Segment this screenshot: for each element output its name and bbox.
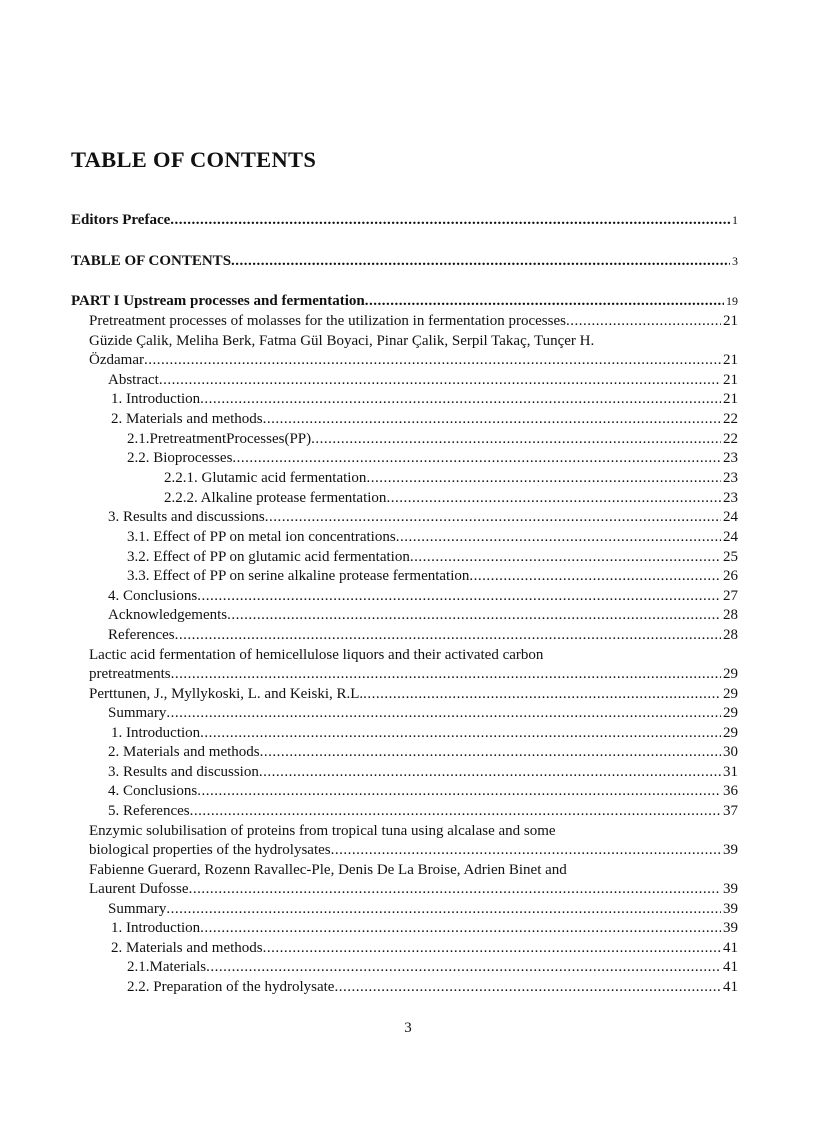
- toc-entry-page: 24: [723, 529, 738, 545]
- toc-entry-text: 2. Materials and methods: [108, 744, 260, 760]
- toc-entry[interactable]: [127, 430, 738, 449]
- toc-entry-text: Özdamar: [89, 352, 144, 368]
- toc-entry-chapter-3-authors[interactable]: [89, 880, 738, 899]
- toc-entry-page: 39: [723, 881, 738, 897]
- toc-entry-text: 2.1.Materials: [127, 959, 207, 975]
- toc-entry-page: 37: [723, 803, 738, 819]
- toc-entry-text: 4. Conclusions: [108, 588, 198, 604]
- toc-entry-page: 29: [723, 705, 738, 721]
- toc-entry[interactable]: [164, 469, 738, 488]
- toc-entry-text: 2. Materials and methods: [111, 411, 263, 427]
- toc-entry[interactable]: [108, 782, 738, 801]
- toc-entry[interactable]: [111, 390, 738, 409]
- toc-entry-text: 2.2.2. Alkaline protease fermentation: [164, 490, 387, 506]
- chapter-2-title: Lactic acid fermentation of hemicellulose liquors and their activated carbon: [89, 647, 544, 663]
- toc-entry-page: 22: [723, 411, 738, 427]
- toc-entry-page: 1: [732, 213, 738, 227]
- toc-entry[interactable]: [108, 626, 738, 645]
- toc-entry-page: 21: [723, 372, 738, 388]
- toc-entry[interactable]: [108, 587, 738, 606]
- toc-entry-chapter-1[interactable]: [89, 312, 738, 331]
- toc-entry[interactable]: [108, 802, 738, 821]
- toc-entry-text: 3.2. Effect of PP on glutamic acid fermentation: [127, 549, 410, 565]
- toc-entry-text: Perttunen, J., Myllykoski, L. and Keiski, R.L.: [89, 686, 364, 702]
- toc-entry-page: 23: [723, 450, 738, 466]
- toc-entry[interactable]: [127, 978, 738, 997]
- toc-entry[interactable]: [108, 606, 738, 625]
- toc-entry-page: 30: [723, 744, 738, 760]
- toc-entry-page: 39: [723, 842, 738, 858]
- toc-entry-chapter-1-authors[interactable]: [89, 351, 738, 370]
- toc-entry[interactable]: [108, 371, 738, 390]
- toc-entry-table-of-contents[interactable]: [71, 252, 738, 271]
- toc-entry-page: 29: [723, 686, 738, 702]
- toc-entry-text: Acknowledgements: [108, 607, 228, 623]
- toc-entry[interactable]: [111, 410, 738, 429]
- page-number: 3: [404, 1020, 412, 1036]
- toc-entry-text: 1. Introduction: [111, 920, 201, 936]
- toc-entry[interactable]: [127, 958, 738, 977]
- toc-entry-page: 31: [723, 764, 738, 780]
- toc-entry-text: Laurent Dufosse: [89, 881, 189, 897]
- toc-entry-text: 2.1.PretreatmentProcesses(PP): [127, 431, 312, 447]
- toc-entry-page: 21: [723, 352, 738, 368]
- toc-entry-text: 2.2. Bioprocesses: [127, 450, 233, 466]
- toc-entry-text: Pretreatment processes of molasses for the utilization in fermentation processes: [89, 313, 566, 329]
- toc-entry-chapter-2[interactable]: [89, 665, 738, 684]
- toc-entry-page: 19: [726, 294, 738, 308]
- toc-entry-text: 1. Introduction: [111, 391, 201, 407]
- toc-entry-page: 39: [723, 920, 738, 936]
- toc-entry[interactable]: [127, 548, 738, 567]
- toc-entry-text: 1. Introduction: [111, 725, 201, 741]
- toc-entry[interactable]: [111, 939, 738, 958]
- toc-entry[interactable]: [111, 919, 738, 938]
- toc-entry-text: 2.2.1. Glutamic acid fermentation: [164, 470, 367, 486]
- toc-entry[interactable]: [127, 528, 738, 547]
- page-title: TABLE OF CONTENTS: [71, 147, 317, 172]
- toc-entry-page: 27: [723, 588, 738, 604]
- toc-entry-page: 23: [723, 470, 738, 486]
- toc-entry-text: References: [108, 627, 175, 643]
- toc-entry[interactable]: [108, 743, 738, 762]
- toc-entry-text: 5. References: [108, 803, 190, 819]
- toc-entry-page: 21: [723, 313, 738, 329]
- toc-entry-text: Summary: [108, 901, 167, 917]
- toc-entry-page: 29: [723, 666, 738, 682]
- toc-entry-page: 36: [723, 783, 738, 799]
- toc-entry-editors-preface[interactable]: [71, 211, 738, 230]
- chapter-3-authors: Fabienne Guerard, Rozenn Ravallec-Ple, Denis De La Broise, Adrien Binet and: [89, 862, 567, 878]
- toc-entry[interactable]: [127, 567, 738, 586]
- toc-entry-text: Editors Preface: [71, 212, 171, 228]
- toc-entry-page: 24: [723, 509, 738, 525]
- toc-entry-page: 41: [723, 959, 738, 975]
- chapter-1-authors: Güzide Çalik, Meliha Berk, Fatma Gül Boyaci, Pinar Çalik, Serpil Takaç, Tunçer H.: [89, 333, 595, 349]
- toc-entry[interactable]: [108, 508, 738, 527]
- toc-entry-page: 29: [723, 725, 738, 741]
- toc-entry-text: 3.1. Effect of PP on metal ion concentrations: [127, 529, 396, 545]
- toc-entry-page: 22: [723, 431, 738, 447]
- toc-entry-page: 23: [723, 490, 738, 506]
- toc-entry-page: 28: [723, 627, 738, 643]
- toc-entry-page: 41: [723, 979, 738, 995]
- toc-entry[interactable]: [108, 704, 738, 723]
- toc-entry-text: pretreatments: [89, 666, 171, 682]
- toc-entry-text: biological properties of the hydrolysates: [89, 842, 331, 858]
- toc-entry-text: 3.3. Effect of PP on serine alkaline protease fermentation: [127, 568, 470, 584]
- toc-entry[interactable]: [127, 449, 738, 468]
- toc-entry-page: 21: [723, 391, 738, 407]
- toc-entry-page: 41: [723, 940, 738, 956]
- toc-entry[interactable]: [111, 724, 738, 743]
- toc-entry[interactable]: [108, 763, 738, 782]
- toc-entry-chapter-3[interactable]: [89, 841, 738, 860]
- toc-entry-text: TABLE OF CONTENTS: [71, 253, 232, 269]
- toc-entry[interactable]: [164, 489, 738, 508]
- toc-entry-text: 2.2. Preparation of the hydrolysate: [127, 979, 335, 995]
- toc-entry-chapter-2-authors[interactable]: [89, 685, 738, 704]
- toc-entry-page: 26: [723, 568, 738, 584]
- toc-entry-text: PART I Upstream processes and fermentation: [71, 293, 365, 309]
- toc-entry-text: 4. Conclusions: [108, 783, 198, 799]
- toc-entry-text: Summary: [108, 705, 167, 721]
- toc-entry[interactable]: [108, 900, 738, 919]
- toc-entry-text: 2. Materials and methods: [111, 940, 263, 956]
- toc-entry-page: 39: [723, 901, 738, 917]
- toc-entry-page: 3: [732, 254, 738, 268]
- toc-entry-text: 3. Results and discussions: [108, 509, 265, 525]
- toc-entry-part-1[interactable]: [71, 292, 738, 311]
- toc-entry-page: 25: [723, 549, 738, 565]
- toc-entry-text: Abstract: [108, 372, 159, 388]
- toc-entry-text: 3. Results and discussion: [108, 764, 259, 780]
- chapter-3-title: Enzymic solubilisation of proteins from tropical tuna using alcalase and some: [89, 823, 556, 839]
- toc-entry-page: 28: [723, 607, 738, 623]
